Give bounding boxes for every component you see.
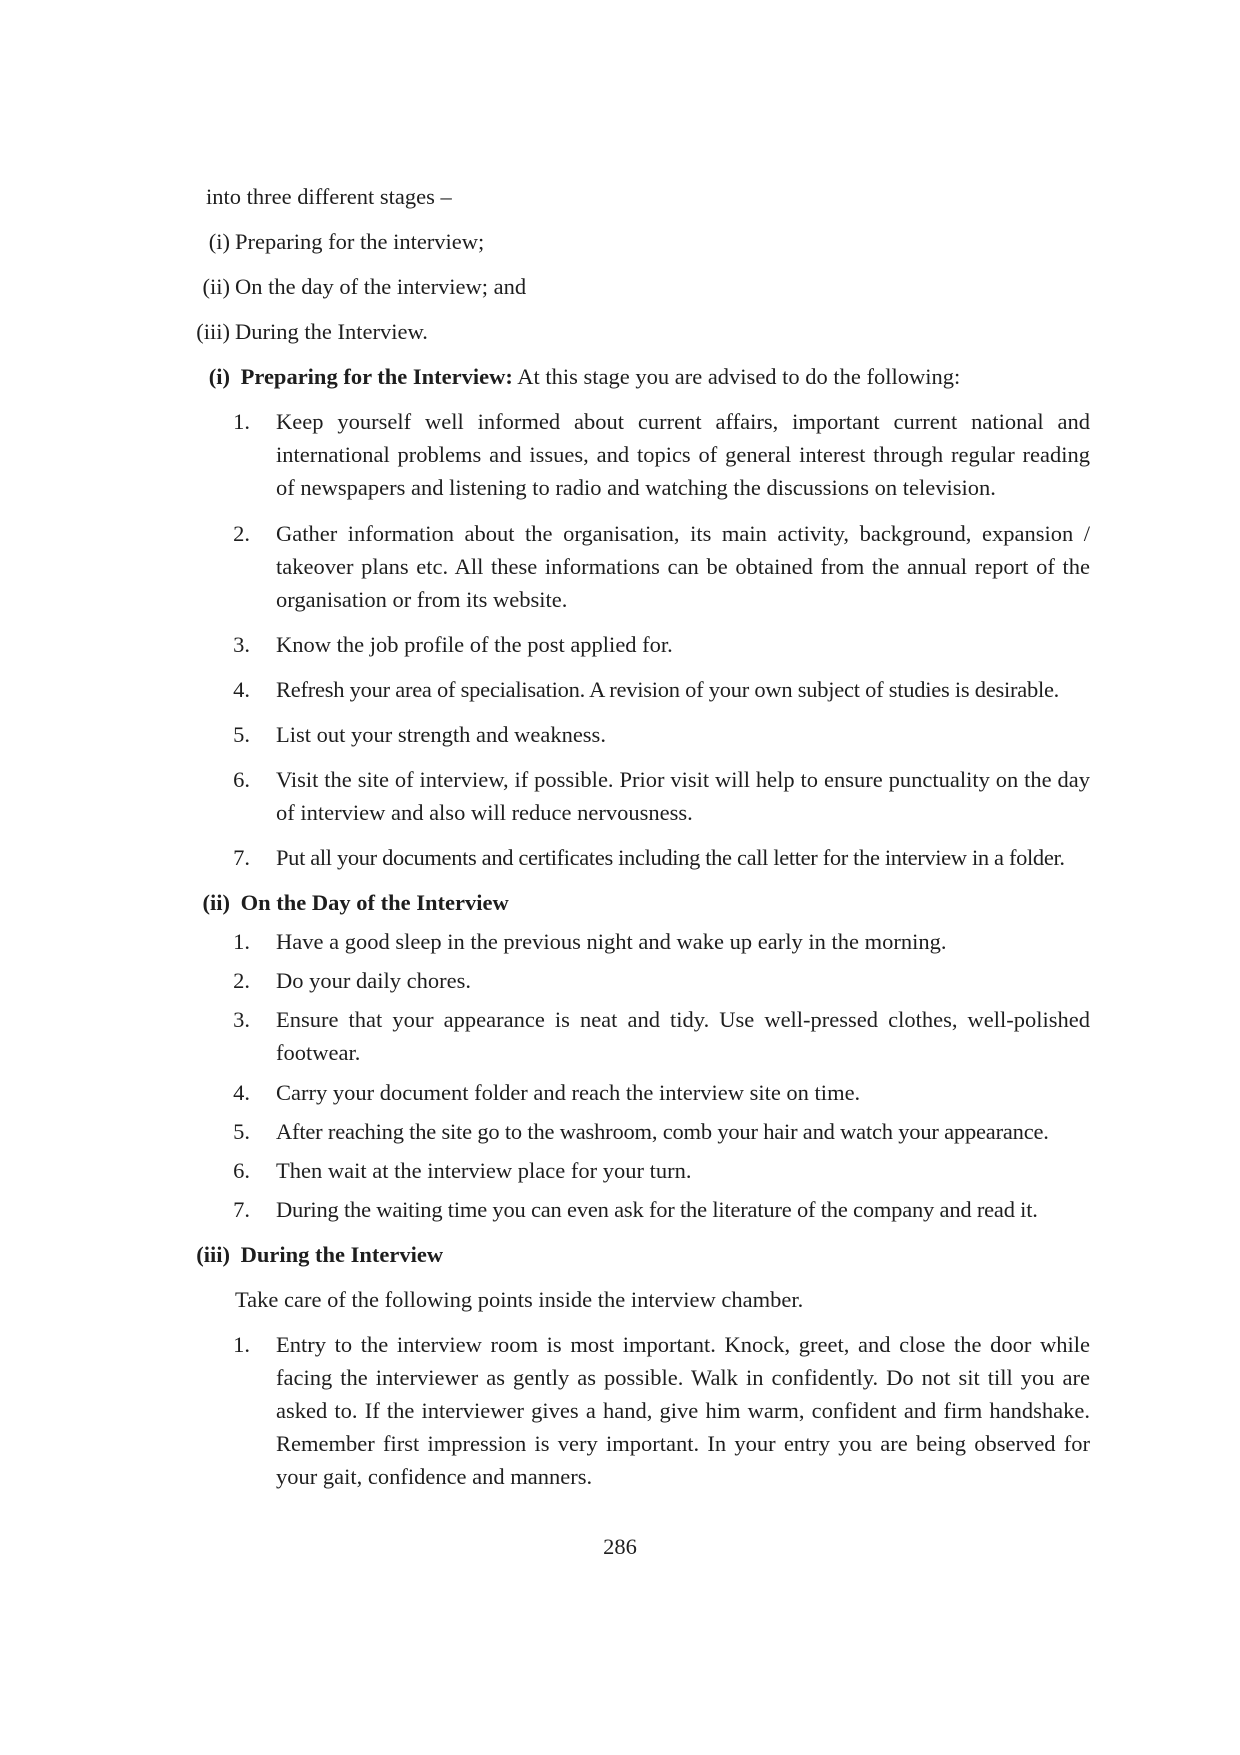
s1-item-1-line-2: international problems and issues, and topics of general interest through regular reading [276, 442, 1090, 467]
s1-item-1-line-3: of newspapers and listening to radio and watching the discussions on television. [276, 475, 996, 500]
stage-text-2: On the day of the interview; and [235, 274, 527, 299]
section-3-title: During the Interview [240, 1242, 444, 1267]
s1-item-2-line-2: takeover plans etc. All these informations can be obtained from the annual report of the [276, 554, 1090, 579]
s2-item-4-text: Carry your document folder and reach the interview site on time. [276, 1080, 861, 1105]
s2-item-3-number: 3. [233, 1007, 250, 1032]
s1-item-3-text: Know the job profile of the post applied for. [276, 632, 673, 657]
s1-item-2-number: 2. [233, 521, 250, 546]
section-2-label: (ii) [202, 890, 230, 915]
s3-item-1 [276, 1328, 1090, 1493]
s1-item-6-line-1: Visit the site of interview, if possible. Prior visit will help to ensure punctuality on the day [276, 767, 1090, 792]
s1-item-5-text: List out your strength and weakness. [276, 722, 606, 747]
s1-item-6-number: 6. [233, 767, 250, 792]
section-2-title: On the Day of the Interview [240, 890, 509, 915]
s1-item-6-line-2: of interview and also will reduce nervousness. [276, 800, 693, 825]
stage-label-1: (i) [208, 229, 230, 254]
s1-item-2-line-1: Gather information about the organisation, its main activity, background, expansion / [276, 521, 1090, 546]
section-1-label: (i) [208, 364, 230, 389]
s1-item-1-number: 1. [233, 409, 250, 434]
s2-item-6-number: 6. [233, 1158, 250, 1183]
s1-item-4-number: 4. [233, 677, 250, 702]
s1-item-7-text: Put all your documents and certificates including the call letter for the interview in a folder. [276, 845, 1065, 870]
section-3-label: (iii) [196, 1242, 230, 1267]
s2-item-4-number: 4. [233, 1080, 250, 1105]
s2-item-7-number: 7. [233, 1197, 250, 1222]
s2-item-6-text: Then wait at the interview place for your turn. [276, 1158, 692, 1183]
s1-item-2-line-3: organisation or from its website. [276, 587, 568, 612]
s3-item-1-line-2: facing the interviewer as gently as possible. Walk in confidently. Do not sit till you are [276, 1365, 1090, 1390]
section-2-heading [190, 886, 509, 919]
s1-item-7-number: 7. [233, 845, 250, 870]
s2-item-1-number: 1. [233, 929, 250, 954]
stage-label-3: (iii) [196, 319, 230, 344]
section-3-heading [190, 1238, 443, 1271]
section-3-lead: Take care of the following points inside the interview chamber. [235, 1287, 804, 1312]
s2-item-1-text: Have a good sleep in the previous night and wake up early in the morning. [276, 929, 947, 954]
section-1-heading [190, 360, 960, 393]
s1-item-5-number: 5. [233, 722, 250, 747]
s3-item-1-line-4: Remember first impression is very important. In your entry you are being observed for [276, 1431, 1090, 1456]
s1-item-2 [276, 517, 1090, 616]
s2-item-7-text: During the waiting time you can even ask for the literature of the company and read it. [276, 1197, 1038, 1222]
s1-item-1-line-1: Keep yourself well informed about current affairs, important current national and [276, 409, 1090, 434]
stage-text-1: Preparing for the interview; [235, 229, 485, 254]
s2-item-2-number: 2. [233, 968, 250, 993]
s2-item-3-line-2: footwear. [276, 1040, 361, 1065]
s3-item-1-line-5: your gait, confidence and manners. [276, 1464, 593, 1489]
s1-item-3-number: 3. [233, 632, 250, 657]
s3-item-1-line-1: Entry to the interview room is most important. Knock, greet, and close the door while [276, 1332, 1090, 1357]
s2-item-3 [276, 1003, 1090, 1069]
stage-label-2: (ii) [202, 274, 230, 299]
s2-item-3-line-1: Ensure that your appearance is neat and tidy. Use well-pressed clothes, well-polished [276, 1007, 1090, 1032]
s1-item-6 [276, 763, 1090, 829]
stage-text-3: During the Interview. [235, 319, 428, 344]
intro-text: into three different stages – [206, 184, 452, 209]
s2-item-5-number: 5. [233, 1119, 250, 1144]
s3-item-1-number: 1. [233, 1332, 250, 1357]
page-number: 286 [603, 1534, 637, 1559]
section-1-lead: At this stage you are advised to do the following: [512, 364, 961, 389]
s2-item-2-text: Do your daily chores. [276, 968, 471, 993]
s3-item-1-line-3: asked to. If the interviewer gives a hand, give him warm, confident and firm handshake. [276, 1398, 1090, 1423]
s1-item-1 [276, 405, 1090, 504]
section-1-title: Preparing for the Interview: [240, 364, 513, 389]
s1-item-4-text: Refresh your area of specialisation. A revision of your own subject of studies is desirable. [276, 677, 1060, 702]
s2-item-5-text: After reaching the site go to the washroom, comb your hair and watch your appearance. [276, 1119, 1049, 1144]
